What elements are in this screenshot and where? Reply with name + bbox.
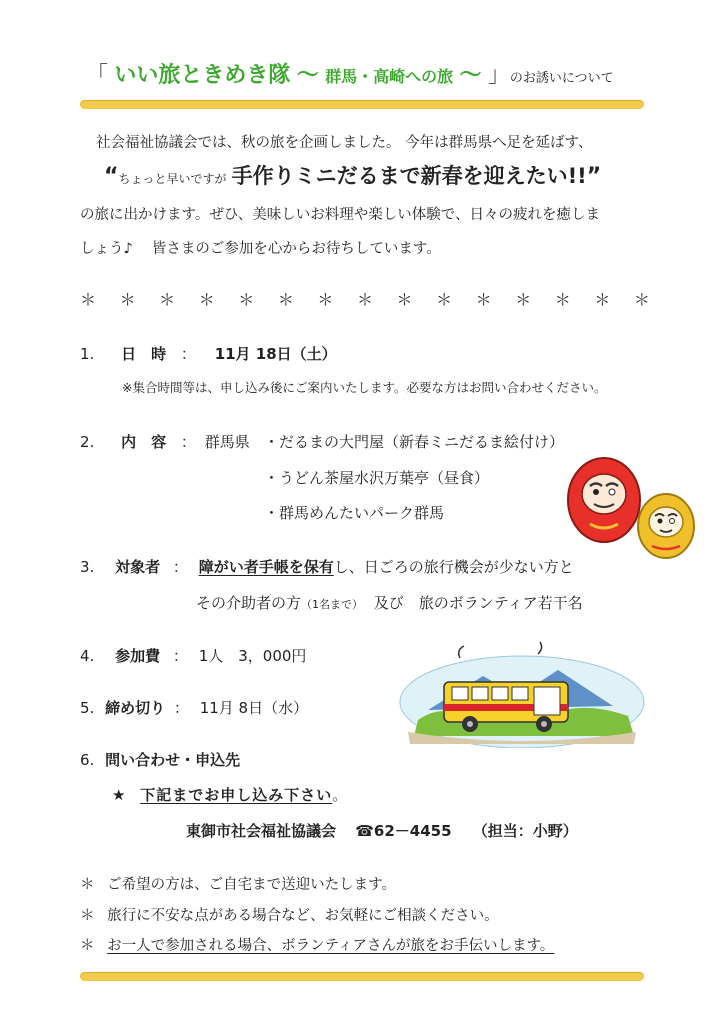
title-main: いい旅ときめき隊: [114, 63, 291, 88]
star-icon: ★: [112, 786, 126, 804]
date-value: 11月 18日（土）: [214, 345, 337, 363]
footnote: ＊ 旅行に不安な点がある場合など、お気軽にご相談ください。: [80, 908, 499, 924]
date-note: ※集合時間等は、申し込み後にご案内いたします。必要な方はお問い合わせください。: [122, 380, 607, 395]
bottom-divider-bar: [80, 972, 644, 981]
top-divider-bar: [80, 100, 644, 109]
fee-value: 1人 3，000円: [198, 647, 307, 665]
target-line-2: その介助者の方（1名まで） 及び 旅のボランティア若干名: [196, 594, 583, 612]
intro-line-1: 社会福祉協議会では、秋の旅を企画しました。 今年は群馬県へ足を延ばす、: [96, 135, 593, 151]
intro-headline: “ちょっと早いですが 手作りミニだるまで新春を迎えたい!!”: [104, 164, 602, 189]
item-deadline: 5. 締め切り ： 11月 8日（水）: [80, 699, 309, 717]
content-list-item: ・群馬めんたいパーク群馬: [264, 504, 445, 522]
yellow-daruma-icon: [638, 494, 694, 558]
item-fee: 4. 参加費 ： 1人 3，000円: [80, 647, 307, 665]
page-title: 「 いい旅ときめき隊 ～ 群馬・高崎への旅 ～ 」のお誘いについて: [86, 63, 614, 88]
item-contact: 6. 問い合わせ・申込先: [80, 751, 241, 769]
star-divider: ＊ ＊ ＊ ＊ ＊ ＊ ＊ ＊ ＊ ＊ ＊ ＊ ＊ ＊ ＊: [80, 290, 650, 309]
intro-line-4: しょう♪ 皆さまのご参加を心からお待ちしています。: [80, 241, 441, 257]
title-tail: のお誘いについて: [509, 71, 614, 86]
contact-org: 東御市社会福祉協議会 ☎62－4455 （担当：小野）: [186, 822, 578, 840]
deadline-value: 11月 8日（水）: [199, 699, 309, 717]
content-list-item: ・うどん茶屋水沢万葉亭（昼食）: [264, 469, 490, 487]
phone-number: ☎62－4455: [355, 822, 452, 840]
item-date: 1. 日 時 ： 11月 18日（土）: [80, 345, 337, 363]
target-underlined: 障がい者手帳を保有: [198, 558, 334, 576]
contact-instruction: ★ 下記までお申し込み下さい。: [112, 786, 348, 804]
item-content: 2. 内 容 ： 群馬県: [80, 433, 250, 451]
title-sub: 群馬・高崎への旅: [325, 67, 454, 86]
item-target: 3. 対象者 ： 障がい者手帳を保有し、日ごろの旅行機会が少ない方と: [80, 558, 574, 576]
daruma-illustration: [560, 450, 700, 562]
footnote: ＊ ご希望の方は、ご自宅まで送迎いたします。: [80, 877, 396, 893]
red-daruma-icon: [568, 458, 640, 542]
footnote: ＊ お一人で参加される場合、ボランティアさんが旅をお手伝いします。: [80, 938, 555, 954]
content-list-item: ・だるまの大門屋（新春ミニだるま絵付け）: [264, 433, 565, 451]
intro-line-3: の旅に出かけます。ぜひ、美味しいお料理や楽しい体験で、日々の疲れを癒しま: [80, 207, 600, 223]
bus-illustration: [398, 640, 646, 748]
